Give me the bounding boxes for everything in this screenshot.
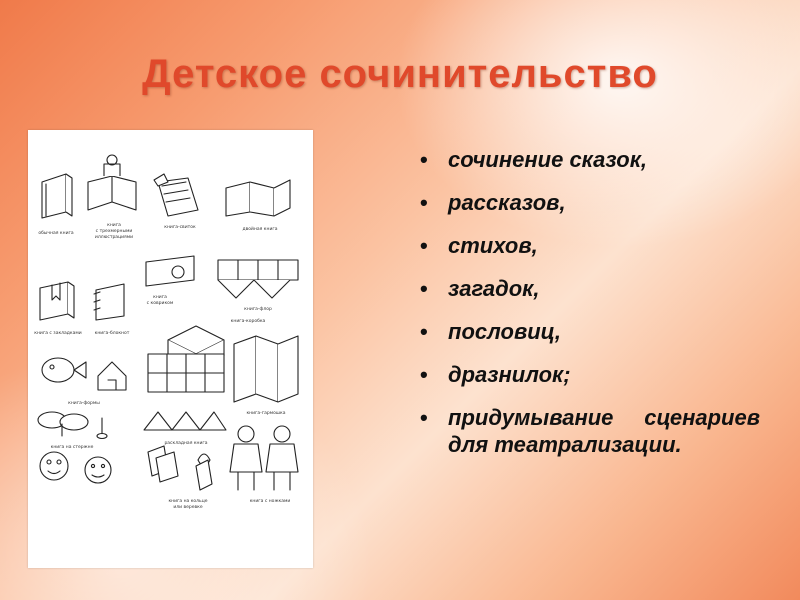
book-types-illustration [28, 130, 313, 568]
caption-rug-2: с ковриком [146, 301, 174, 306]
bullet-item: • дразнилок; [420, 361, 760, 388]
caption-box-book: книга-коробка [230, 319, 266, 324]
caption-rod-book: книга на стержне [50, 445, 94, 450]
slide-title: Детское сочинительство [142, 52, 658, 96]
ring-book-icon [148, 446, 212, 490]
caption-notepad-book: книга-блокнот [94, 331, 130, 336]
bullet-item: • сочинение сказок, [420, 146, 760, 173]
caption-ring-2: или веревке [173, 505, 203, 510]
bullet-item: • рассказов, [420, 189, 760, 216]
bullet-item: • пословиц, [420, 318, 760, 345]
double-book-icon [226, 180, 290, 216]
caption-popup-2: с трехмерными [95, 229, 133, 234]
caption-fold-out-book: раскладная книга [164, 441, 208, 446]
bullet-list [420, 146, 760, 458]
accordion-book-icon [234, 336, 298, 402]
legged-book-icon [230, 426, 298, 490]
grid-book-icon [148, 354, 224, 392]
rug-book-icon [146, 256, 194, 286]
popup-book-icon [88, 155, 136, 210]
caption-double-book: двойная книга [242, 227, 278, 232]
bullet-item: • стихов, [420, 232, 760, 259]
flap-book-icon [218, 260, 298, 298]
caption-flap-book: книга-флор [244, 307, 272, 312]
rod-book-icon [38, 412, 107, 439]
caption-rug-1: книга [153, 295, 167, 300]
notepad-book-icon [94, 284, 124, 320]
bookmark-book-icon [40, 282, 74, 320]
face-books-icon [40, 452, 111, 483]
caption-ring-1: книга на кольце [168, 499, 208, 504]
caption-scroll-book: книга-свиток [164, 225, 196, 230]
caption-popup-1: книга [107, 223, 121, 228]
bullet-item: • придумывание сценариев для театрализации. [420, 404, 760, 458]
caption-bookmark-book: книга с закладками [34, 331, 82, 336]
bullet-item: • загадок, [420, 275, 760, 302]
shape-book-icon [42, 358, 126, 390]
book-types-drawing [28, 130, 313, 568]
caption-accordion-book: книга-гармошка [246, 411, 286, 416]
caption-legged-book: книга с ножками [249, 499, 291, 504]
scroll-book-icon [154, 174, 198, 216]
caption-shape-book: книга-формы [68, 401, 100, 406]
caption-plain-book: обычная книга [38, 231, 74, 236]
plain-book-icon [42, 174, 72, 218]
fold-out-book-icon [144, 412, 226, 430]
caption-popup-3: иллюстрациями [94, 235, 134, 240]
